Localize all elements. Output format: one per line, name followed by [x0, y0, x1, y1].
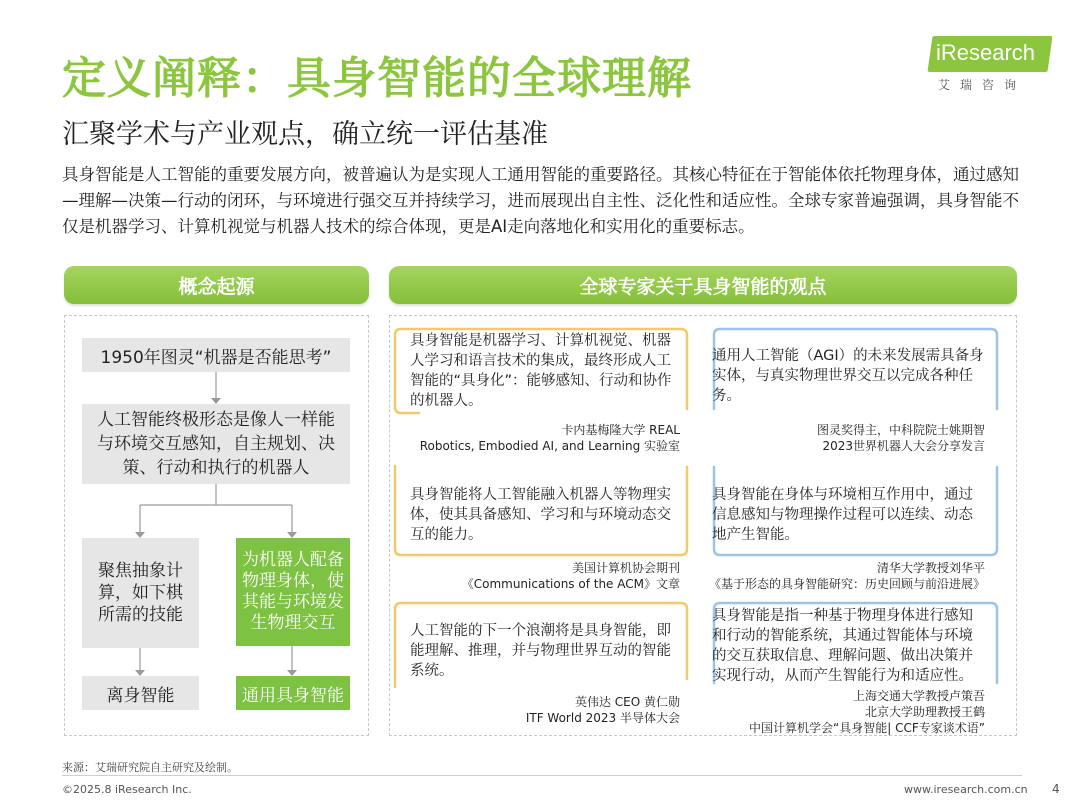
- quote-source-line: 英伟达 CEO 黄仁勋: [574, 695, 680, 709]
- page-title: 定义阐释：具身智能的全球理解: [62, 53, 692, 104]
- quote-text: 通用人工智能（AGI）的未来发展需具备身实体，与真实物理世界交互以完成各种任务。: [712, 348, 984, 404]
- quote-source-line: 清华大学教授刘华平: [876, 561, 985, 575]
- quote-source-line: 美国计算机协会期刊: [571, 561, 680, 575]
- quote-source: [690, 688, 985, 736]
- quote-source-line: 《基于形态的具身智能研究：历史回顾与前沿进展》: [708, 577, 985, 591]
- logo-subtext: 艾瑞咨询: [938, 78, 1027, 92]
- turing-question-box: 1950年图灵“机器是否能思考”: [82, 338, 350, 372]
- quote-text: 具身智能是机器学习、计算机视觉、机器人学习和语言技术的集成，最终形成人工智能的“具身化”：能够感知、行动和协作的机器人。: [410, 333, 672, 409]
- quote-source: [705, 422, 985, 454]
- expert-views-heading: 全球专家关于具身智能的观点: [389, 266, 1017, 304]
- quote-source-line: 卡内基梅隆大学 REAL: [561, 423, 680, 437]
- copyright: ©2025.8 iResearch Inc.: [62, 783, 192, 796]
- page-subtitle: 汇聚学术与产业观点，确立统一评估基准: [62, 119, 548, 150]
- quote-source-line: 2023世界机器人大会分享发言: [822, 439, 985, 453]
- quote-source-line: 《Communications of the ACM》文章: [461, 577, 680, 591]
- intro-paragraph: 具身智能是人工智能的重要发展方向，被普遍认为是实现人工通用智能的重要路径。其核心特征在于智能体依托物理身体，通过感知—理解—决策—行动的闭环，与环境进行强交互并持续学习，进而展现出自主性、泛化性和适应性。全球专家普遍强调，具身智能不仅是机器学习、计算机视觉与机器人技术的综合体现，更是AI走向落地化和实用化的重要标志。: [62, 165, 1019, 236]
- quote-source: [400, 694, 680, 726]
- concept-origin-heading: 概念起源: [64, 266, 369, 304]
- general-embodied-intelligence-box: 通用具身智能: [236, 676, 350, 710]
- page-number: 4: [1052, 782, 1060, 796]
- flow-connectors: [64, 315, 369, 736]
- iresearch-logo: [930, 36, 1050, 96]
- quote-text: 人工智能的下一个浪潮将是具身智能，即能理解、推理，并与物理世界互动的智能系统。: [410, 623, 671, 679]
- quote-source-line: 图灵奖得主，中科院院士姚期智: [816, 423, 985, 437]
- source-note: 来源：艾瑞研究院自主研究及绘制。: [62, 761, 238, 774]
- quote-source-line: 上海交通大学教授卢策吾: [852, 689, 985, 703]
- ultimate-ai-box: 人工智能终极形态是像人一样能与环境交互感知，自主规划、决策、行动和执行的机器人: [82, 404, 350, 484]
- quote-text: 具身智能是指一种基于物理身体进行感知和行动的智能系统，其通过智能体与环境的交互获取信息、理解问题、做出决策并实现行动，从而产生智能行为和适应性。: [712, 608, 973, 684]
- footer-divider: [62, 775, 1022, 776]
- quote-text: 具身智能在身体与环境相互作用中，通过信息感知与物理操作过程可以连续、动态地产生智能。: [712, 487, 973, 543]
- quote-source: [400, 560, 680, 592]
- quote-source-line: ITF World 2023 半导体大会: [525, 711, 680, 725]
- quote-source: [400, 422, 680, 454]
- quote-source: [700, 560, 985, 592]
- physical-body-box: 为机器人配备物理身体，使其能与环境发生物理交互: [236, 538, 350, 646]
- quote-source-line: 中国计算机学会“具身智能| CCF专家谈术语”: [749, 721, 985, 735]
- quote-text: 具身智能将人工智能融入机器人等物理实体，使其具备感知、学习和与环境动态交互的能力。: [410, 487, 671, 543]
- abstract-computation-box: 聚焦抽象计算，如下棋所需的技能: [82, 538, 199, 648]
- quote-source-line: Robotics, Embodied AI, and Learning 实验室: [419, 439, 680, 453]
- website-link[interactable]: www.iresearch.com.cn: [904, 783, 1028, 796]
- disembodied-intelligence-box: 离身智能: [82, 676, 199, 710]
- quote-source-line: 北京大学助理教授王鹤: [864, 705, 985, 719]
- logo-text: iResearch: [936, 40, 1036, 65]
